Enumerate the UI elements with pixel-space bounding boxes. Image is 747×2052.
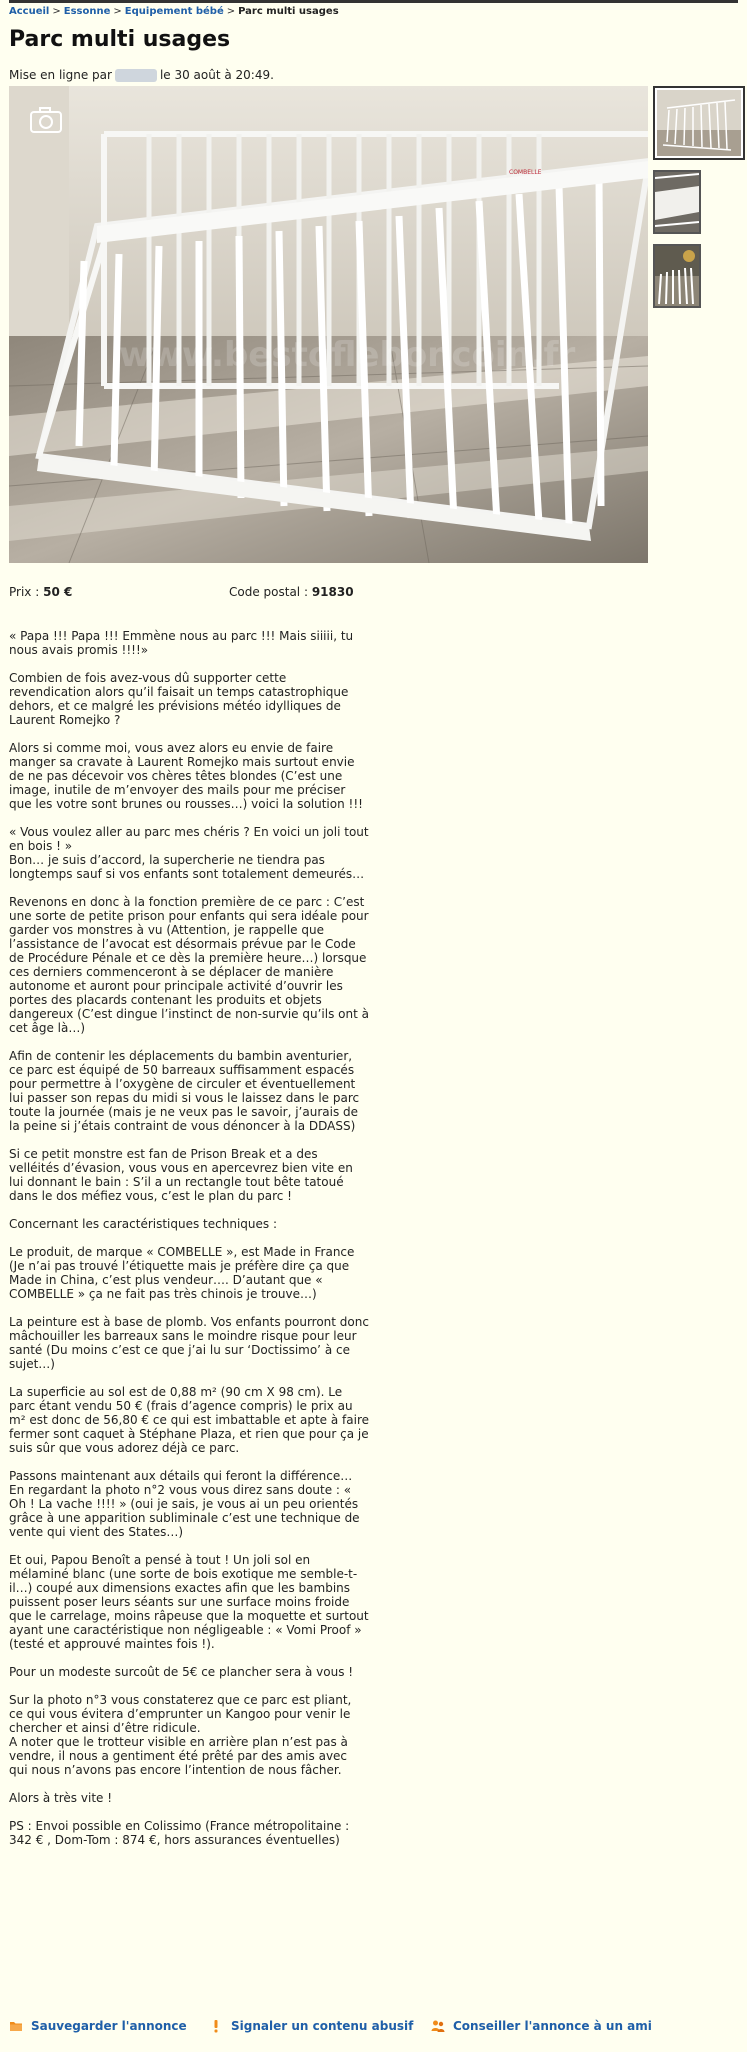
description-paragraph: La peinture est à base de plomb. Vos enfants pourront donc mâchouiller les barreaux sans le moindre risque pour leur santé (Du moins c’est ce que j’ai lu sur ‘Doctissimo’ à ce sujet…) — [9, 1315, 369, 1371]
breadcrumb-current: Parc multi usages — [238, 6, 339, 17]
report-abuse-button[interactable] — [209, 2019, 413, 2033]
top-rule — [9, 0, 738, 3]
description-paragraph: « Vous voulez aller au parc mes chéris ? En voici un joli tout en bois ! » Bon… je suis d’accord, la supercherie ne tiendra pas longtemps sauf si vos enfants sont totalement demeurés… — [9, 825, 369, 881]
description-paragraph: Concernant les caractéristiques techniques : — [9, 1217, 277, 1231]
breadcrumb-category[interactable]: Equipement bébé — [124, 6, 224, 17]
posted-prefix: Mise en ligne par — [9, 68, 112, 82]
description-paragraph: « Papa !!! Papa !!! Emmène nous au parc !!! Mais siiiii, tu nous avais promis !!!!» — [9, 629, 354, 657]
thumbnail-strip — [653, 86, 701, 318]
description-paragraph: Pour un modeste surcoût de 5€ ce plancher sera à vous ! — [9, 1665, 354, 1679]
thumbnail-3[interactable] — [653, 244, 701, 308]
breadcrumb-separator: > — [113, 6, 122, 17]
breadcrumb-separator: > — [226, 6, 236, 17]
description-paragraph: PS : Envoi possible en Colissimo (France métropolitaine : 342 € , Dom-Tom : 874 €, hors assurances éventuelles) — [9, 1819, 350, 1847]
breadcrumb-region[interactable]: Essonne — [63, 6, 111, 17]
folder-icon — [9, 2019, 23, 2033]
warning-icon — [209, 2019, 223, 2033]
thumbnail-1[interactable] — [653, 86, 745, 160]
posted-date: le 30 août à 20:49. — [159, 68, 274, 82]
seller-name-redacted — [115, 69, 157, 82]
ad-actions — [9, 2019, 729, 2039]
ad-description — [9, 629, 369, 1861]
description-paragraph: La superficie au sol est de 0,88 m² (90 cm X 98 cm). Le parc étant vendu 50 € (frais d’agence compris) le prix au m² est donc de 56,80 € ce qui est imbattable et apte à faire fermer sont caquet à Stéphane Plaza, et rien que pour ça je suis sûr que vous adorez déjà ce parc. — [9, 1385, 370, 1455]
description-paragraph: Combien de fois avez-vous dû supporter cette revendication alors qu’il faisait un temps catastrophique dehors, et ce malgré les prévisions météo idylliques de Laurent Romejko ? — [9, 671, 349, 727]
watermark: www.bestofleboncoin.fr — [119, 335, 576, 375]
breadcrumb — [9, 5, 339, 18]
postal-value: 91830 — [311, 585, 354, 599]
users-icon — [431, 2019, 445, 2033]
description-paragraph: Alors si comme moi, vous avez alors eu envie de faire manger sa cravate à Laurent Romejko mais surtout envie de ne pas décevoir vos chères têtes blondes (C’est une image, inutile de m’envoyer des mails pour me préciser que les votre sont brunes ou rousses…) voici la solution !!! — [9, 741, 363, 811]
page-title: Parc multi usages — [9, 27, 231, 52]
recommend-to-friend-label: Conseiller l'annonce à un ami — [453, 2019, 652, 2033]
brand-label: COMBELLE — [509, 169, 542, 176]
postal-label: Code postal : — [229, 585, 308, 599]
description-paragraph: Passons maintenant aux détails qui feront la différence… En regardant la photo n°2 vous vous direz sans doute : « Oh ! La vache !!!! » (oui je sais, je vous ai un peu orientés grâce à une apparition subliminale c’est une technique de vente qui vient des States…) — [9, 1469, 360, 1539]
breadcrumb-home[interactable]: Accueil — [9, 6, 50, 17]
price — [9, 585, 429, 599]
postal-code — [229, 585, 354, 599]
main-photo[interactable] — [9, 86, 648, 563]
description-paragraph: Et oui, Papou Benoît a pensé à tout ! Un joli sol en mélaminé blanc (une sorte de bois exotique me semble-t-il…) coupé aux dimensions exactes afin que les bambins puissent poser leurs séants sur une surface moins froide que le carrelage, moins râpeuse que la moquette et surtout ayant une caractéristique non négligeable : « Vomi Proof » (testé et approuvé maintes fois !). — [9, 1553, 369, 1651]
save-ad-button[interactable] — [9, 2019, 187, 2033]
description-paragraph: Si ce petit monstre est fan de Prison Break et a des velléités d’évasion, vous vous en apercevrez bien vite en lui donnant le bain : S’il a un rectangle tout bête tatoué dans le dos méfiez vous, c’est le plan du parc ! — [9, 1147, 353, 1203]
recommend-to-friend-button[interactable] — [431, 2019, 652, 2033]
breadcrumb-separator: > — [52, 6, 61, 17]
description-paragraph: Alors à très vite ! — [9, 1791, 113, 1805]
description-paragraph: Revenons en donc à la fonction première de ce parc : C’est une sorte de petite prison pour enfants qui sera idéale pour garder vos monstres à vu (Attention, je rappelle que l’assistance de l’avocat est désormais prévue par le Code de Procédure Pénale et ce dès la première heure…) lorsque ces derniers commenceront à se déplacer de manière autonome et auront pour principale activité d’ouvrir les portes des placards contenant les produits et objets dangereux (C’est dingue l’instinct de non-survie qu’ils ont à cet âge là…) — [9, 895, 369, 1035]
price-value: 50 € — [43, 585, 73, 599]
posted-info — [9, 68, 274, 82]
save-ad-label: Sauvegarder l'annonce — [31, 2019, 187, 2033]
description-paragraph: Le produit, de marque « COMBELLE », est Made in France (Je n’ai pas trouvé l’étiquette mais je préfère dire ça que Made in China, c’est plus vendeur…. D’autant que « COMBELLE » ça ne fait pas très chinois je trouve…) — [9, 1245, 355, 1301]
playpen-photo — [9, 86, 648, 563]
thumbnail-2[interactable] — [653, 170, 701, 234]
description-paragraph: Afin de contenir les déplacements du bambin aventurier, ce parc est équipé de 50 barreaux suffisamment espacés pour permettre à l’oxygène de circuler et éventuellement lui passer son repas du midi si vous le laissez dans le parc toute la journée (mais je ne veux pas le savoir, j’aurais de la peine si j’étais contraint de vous dénoncer à la DDASS) — [9, 1049, 360, 1133]
report-abuse-label: Signaler un contenu abusif — [231, 2019, 414, 2033]
description-paragraph: Sur la photo n°3 vous constaterez que ce parc est pliant, ce qui vous évitera d’emprunter un Kangoo pour venir le chercher et ainsi d’être ridicule. A noter que le trotteur visible en arrière plan n’est pas à vendre, il nous a gentiment été prêté par des amis avec qui nous n’avons pas encore l’intention de nous fâcher. — [9, 1693, 352, 1777]
price-label: Prix : — [9, 585, 40, 599]
